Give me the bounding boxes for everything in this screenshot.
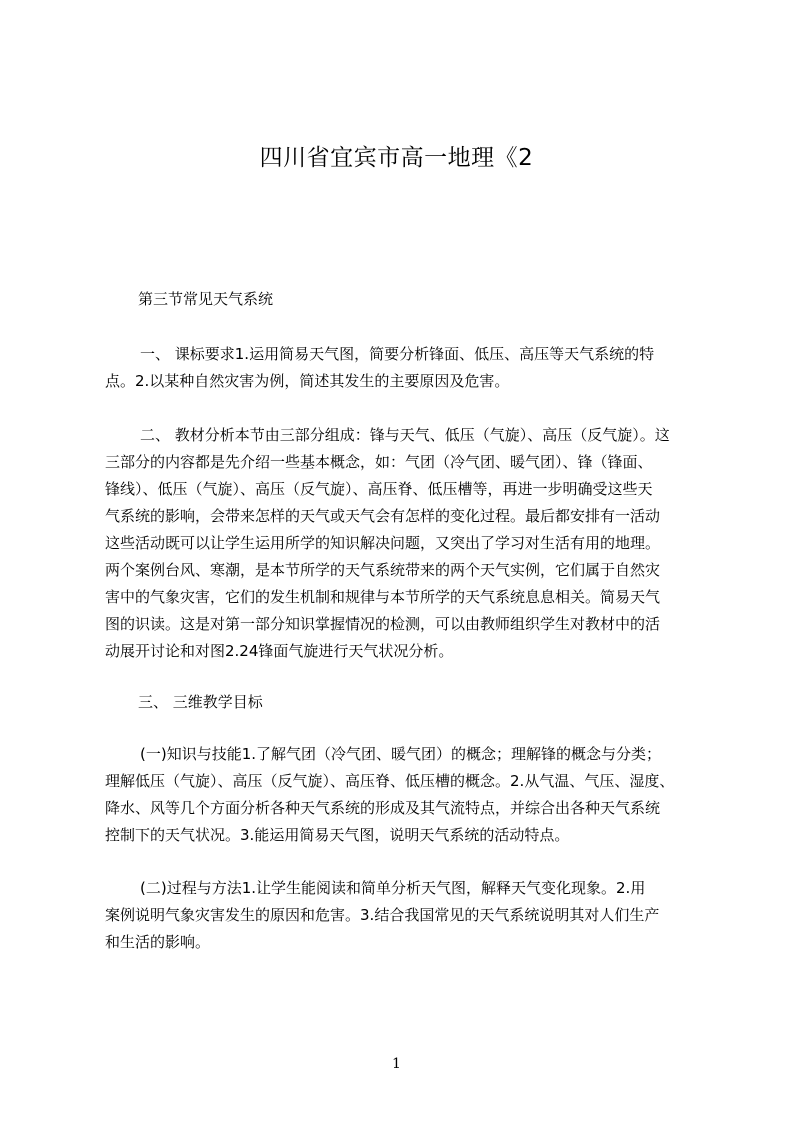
paragraph-line: 三、 三维教学目标 <box>138 693 263 711</box>
paragraph-line: (一)知识与技能1.了解气团（冷气团、暖气团）的概念；理解锋的概念与分类； <box>140 745 662 763</box>
paragraph-line: 害中的气象灾害，它们的发生机制和规律与本节所学的天气系统息息相关。简易天气 <box>105 588 661 606</box>
document-title: 四川省宜宾市高一地理《2 <box>259 145 534 171</box>
paragraph-line: 案例说明气象灾害发生的原因和危害。3.结合我国常见的天气系统说明其对人们生产 <box>105 906 660 924</box>
paragraph-line: 两个案例台风、寒潮，是本节所学的天气系统带来的两个天气实例，它们属于自然灾 <box>105 561 661 579</box>
paragraph-line: 锋线）、低压（气旋）、高压（反气旋）、高压脊、低压槽等，再进一步明确受这些天 <box>105 480 653 498</box>
paragraph-line: 二、 教材分析本节由三部分组成：锋与天气、低压（气旋）、高压（反气旋）。这 <box>140 426 670 444</box>
paragraph-line: 控制下的天气状况。3.能运用简易天气图，说明天气系统的活动特点。 <box>105 826 570 844</box>
paragraph-line: 和生活的影响。 <box>105 933 211 951</box>
paragraph-line: 降水、风等几个方面分析各种天气系统的形成及其气流特点，并综合出各种天气系统 <box>105 799 661 817</box>
paragraph-line: 点。2.以某种自然灾害为例，简述其发生的主要原因及危害。 <box>105 372 510 390</box>
section-heading: 第三节常见天气系统 <box>138 290 274 308</box>
paragraph-line: 气系统的影响，会带来怎样的天气或天气会有怎样的变化过程。最后都安排有一活动 <box>105 507 661 525</box>
paragraph-line: (二)过程与方法1.让学生能阅读和简单分析天气图，解释天气变化现象。2.用 <box>140 879 646 897</box>
paragraph-line: 三部分的内容都是先介绍一些基本概念，如：气团（冷气团、暖气团）、锋（锋面、 <box>105 453 653 471</box>
paragraph-line: 理解低压（气旋）、高压（反气旋）、高压脊、低压槽的概念。2.从气温、气压、湿度、 <box>105 772 675 790</box>
paragraph-line: 一、 课标要求1.运用简易天气图，简要分析锋面、低压、高压等天气系统的特 <box>140 345 655 363</box>
paragraph-line: 图的识读。这是对第一部分知识掌握情况的检测，可以由教师组织学生对教材中的活 <box>105 615 661 633</box>
page-number: 1 <box>392 1056 401 1072</box>
paragraph-line: 这些活动既可以让学生运用所学的知识解决问题，又突出了学习对生活有用的地理。 <box>105 534 661 552</box>
paragraph-line: 动展开讨论和对图2.24锋面气旋进行天气状况分析。 <box>105 642 454 660</box>
